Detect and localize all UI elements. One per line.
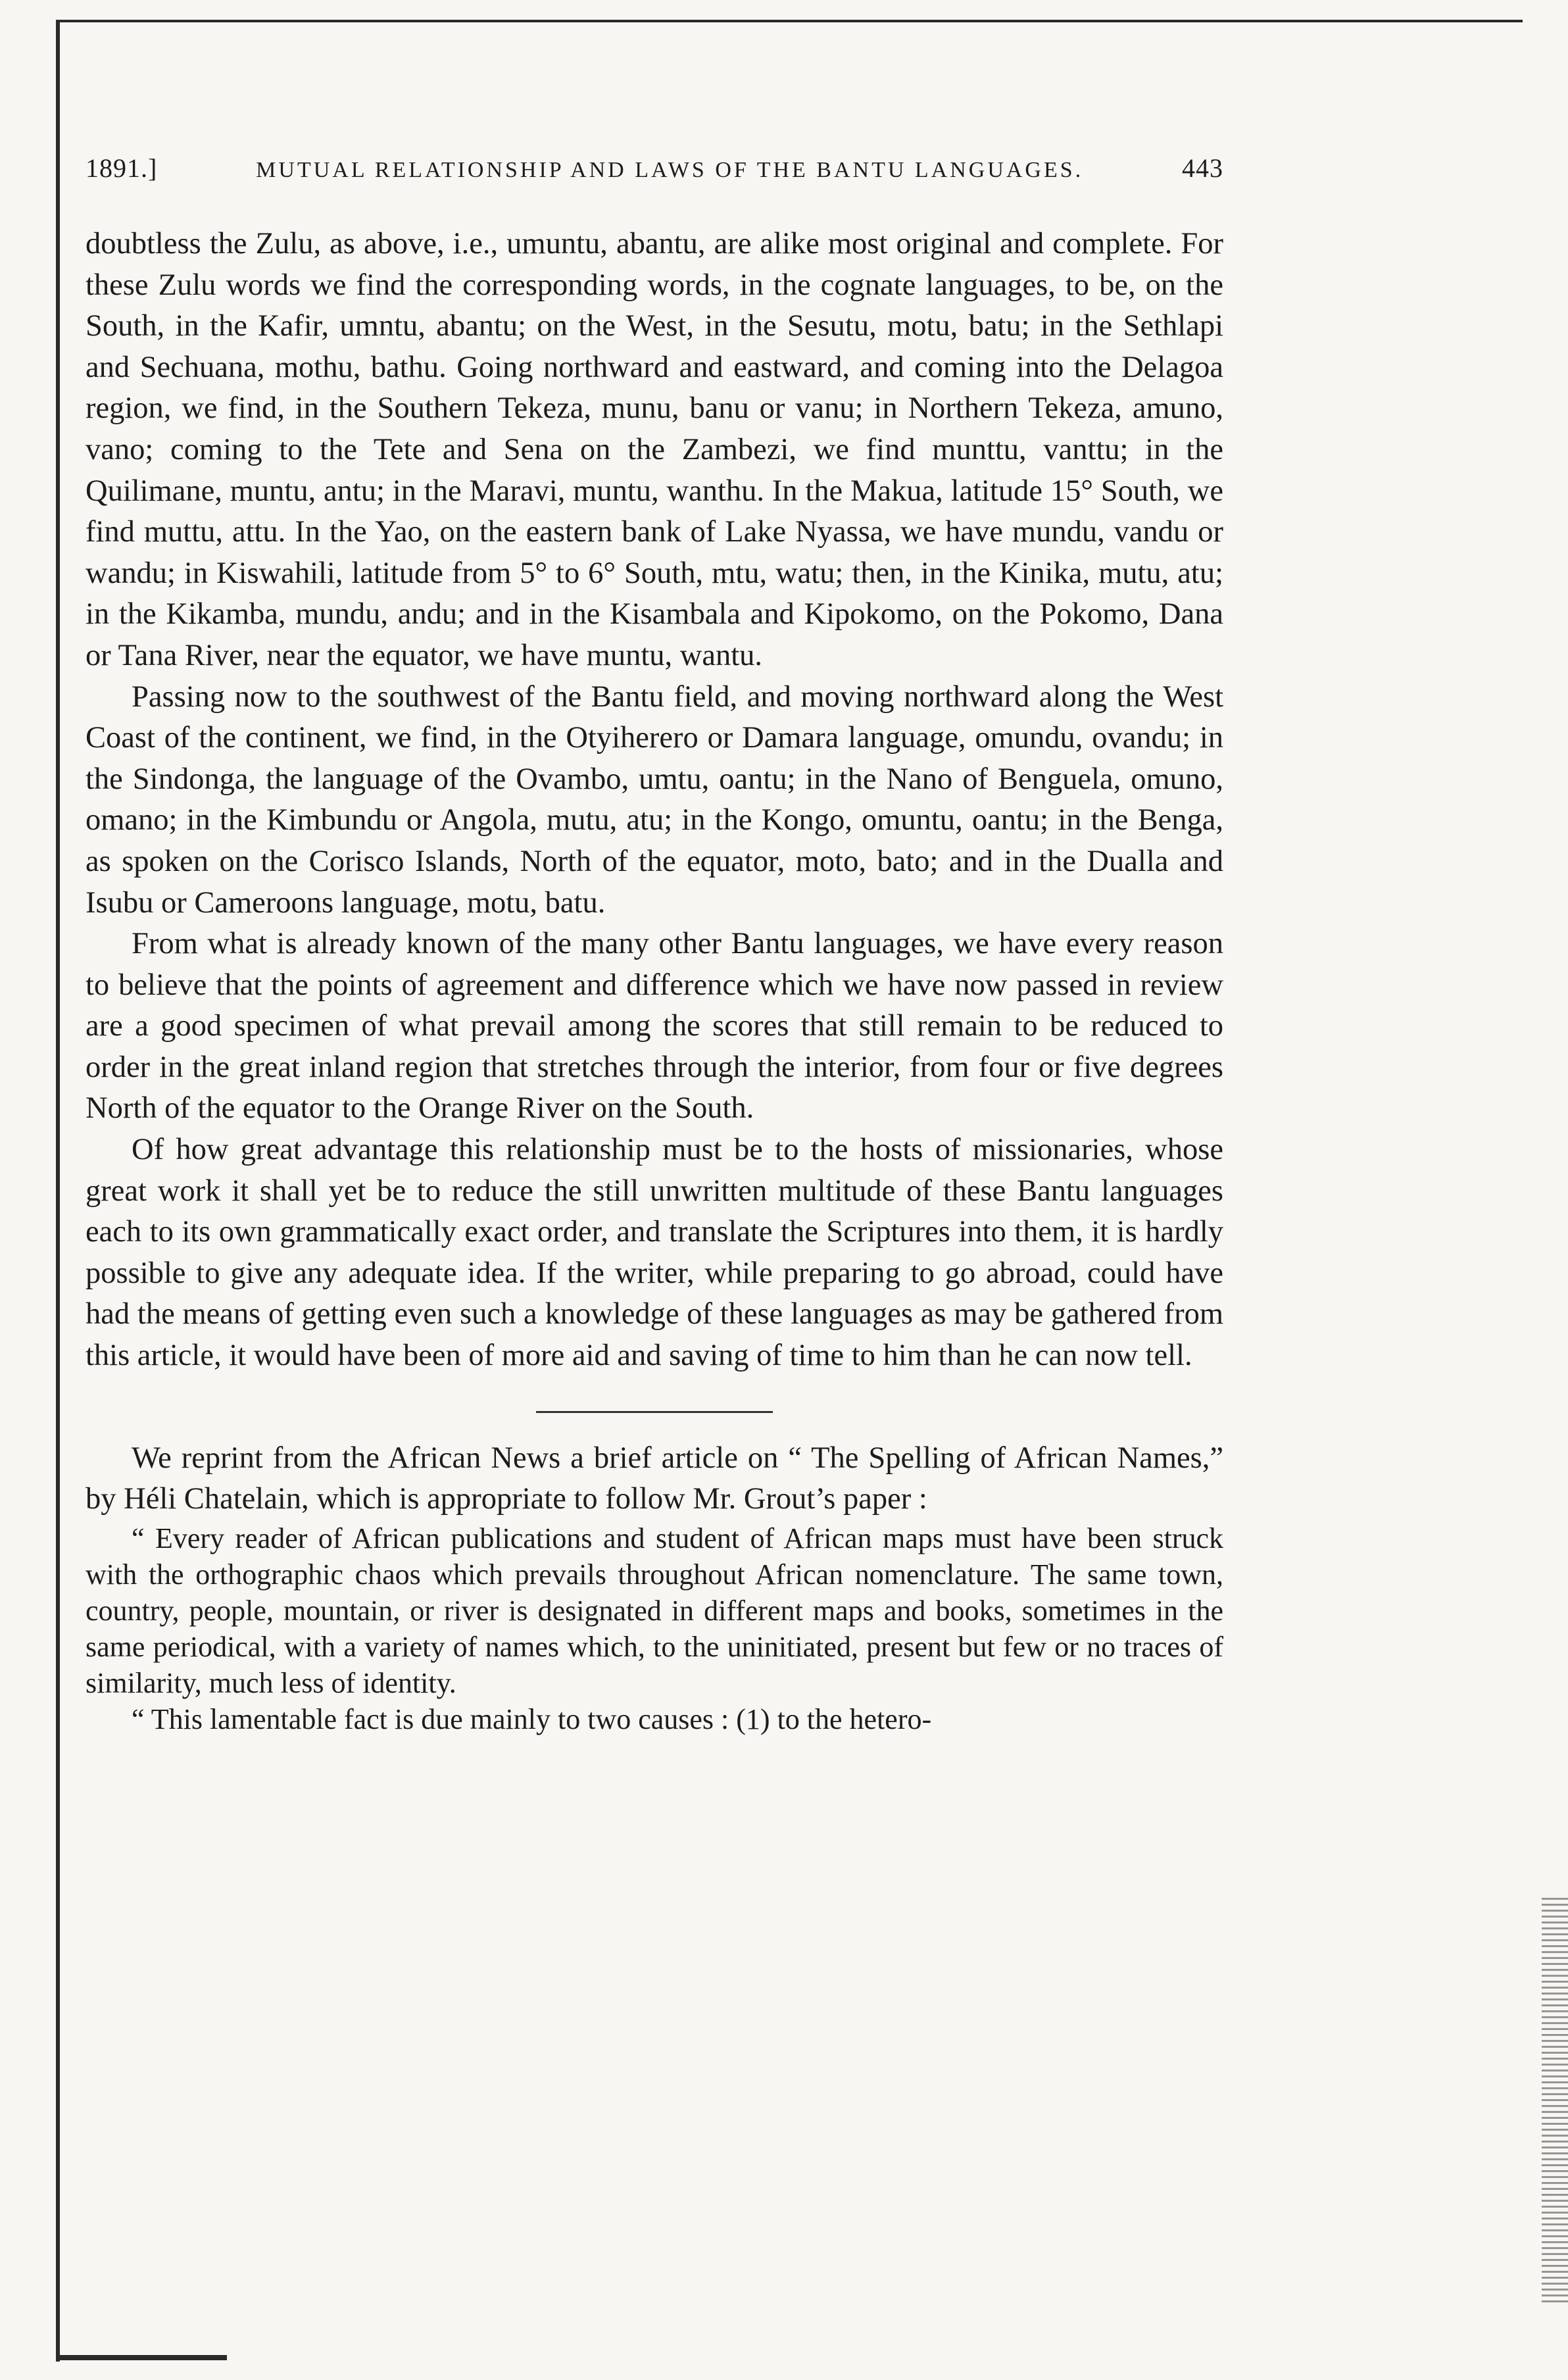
quote-paragraph-2: “ This lamentable fact is due mainly to two causes : (1) to the hetero-: [132, 1702, 932, 1735]
page-border-top: [56, 20, 1523, 29]
paragraph-2: Passing now to the southwest of the Bantu field, and moving northward along the West Coast of the continent, we find, in the Otyiherero or Damara language, omundu, ovandu; in the Sindonga, the language of the Ovambo, umtu, oantu; in the Nano of Benguela, omuno, omano; in the Kimbundu or Angola, mutu, atu; in the Kongo, omuntu, oantu; in the Benga, as spoken on the Corisco Islands, North of the equator, moto, bato; and in the Dualla and Isubu or Cameroons language, motu, batu.: [86, 680, 1223, 920]
section-divider: [536, 1411, 773, 1413]
header-year: 1891.]: [86, 153, 158, 183]
article-body: [86, 224, 1223, 1737]
header-title: MUTUAL RELATIONSHIP AND LAWS OF THE BANTU LANGUAGES.: [256, 158, 1084, 182]
quote-paragraph-1: “ Every reader of African publications and student of African maps must have been struck with the orthographic chaos which prevails throughout African nomenclature. The same town, country, people, mountain, or river is designated in different maps and books, sometimes in the same periodical, with a variety of names which, to the uninitiated, present but few or no traces of similarity, much less of identity.: [86, 1522, 1223, 1699]
paragraph-3: From what is already known of the many other Bantu languages, we have every reason to believe that the points of agreement and difference which we have now passed in review are a good specimen of what prevail among the scores that still remain to be reduced to order in the great inland region that stretches through the interior, from four or five degrees North of the equator to the Orange River on the South.: [86, 927, 1223, 1126]
paragraph-4: Of how great advantage this relationship must be to the hosts of missionaries, whose great work it shall yet be to reduce the still unwritten multitude of these Bantu languages each to its own grammatically exact order, and translate the Scriptures into them, it is hardly possible to give any adequate idea. If the writer, while preparing to go abroad, could have had the means of getting even such a knowledge of these languages as may be gathered from this article, it would have been of more aid and saving of time to him than he can now tell.: [86, 1133, 1223, 1373]
scan-edge-artifact: [1542, 1895, 1568, 2302]
paragraph-1: doubtless the Zulu, as above, i.e., umuntu, abantu, are alike most original and complete. For these Zulu words we find the corresponding words, in the cognate languages, to be, on the South, in the Kafir, umntu, abantu; on the West, in the Sesutu, motu, batu; in the Sethlapi and Sechuana, mothu, bathu. Going northward and eastward, and coming into the Delagoa region, we find, in the Southern Tekeza, munu, banu or vanu; in Northern Tekeza, amuno, vano; coming to the Tete and Sena on the Zambezi, we find munttu, vanttu; in the Quilimane, muntu, antu; in the Maravi, muntu, wanthu. In the Makua, latitude 15° South, we find muttu, attu. In the Yao, on the eastern bank of Lake Nyassa, we have mundu, vandu or wandu; in Kiswahili, latitude from 5° to 6° South, mtu, watu; then, in the Kinika, mutu, atu; in the Kikamba, mundu, andu; and in the Kisambala and Kipokomo, on the Pokomo, Dana or Tana River, near the equator, we have muntu, wantu.: [86, 227, 1223, 672]
paragraph-reprint-intro: We reprint from the African News a brief article on “ The Spelling of African Names,” by Héli Chatelain, which is appropriate to follow Mr. Grout’s paper :: [86, 1441, 1223, 1516]
page-border-left: [56, 20, 60, 2362]
page-border-bottom: [56, 2355, 227, 2360]
page-number: 443: [1181, 153, 1223, 183]
running-header: [86, 153, 1223, 184]
